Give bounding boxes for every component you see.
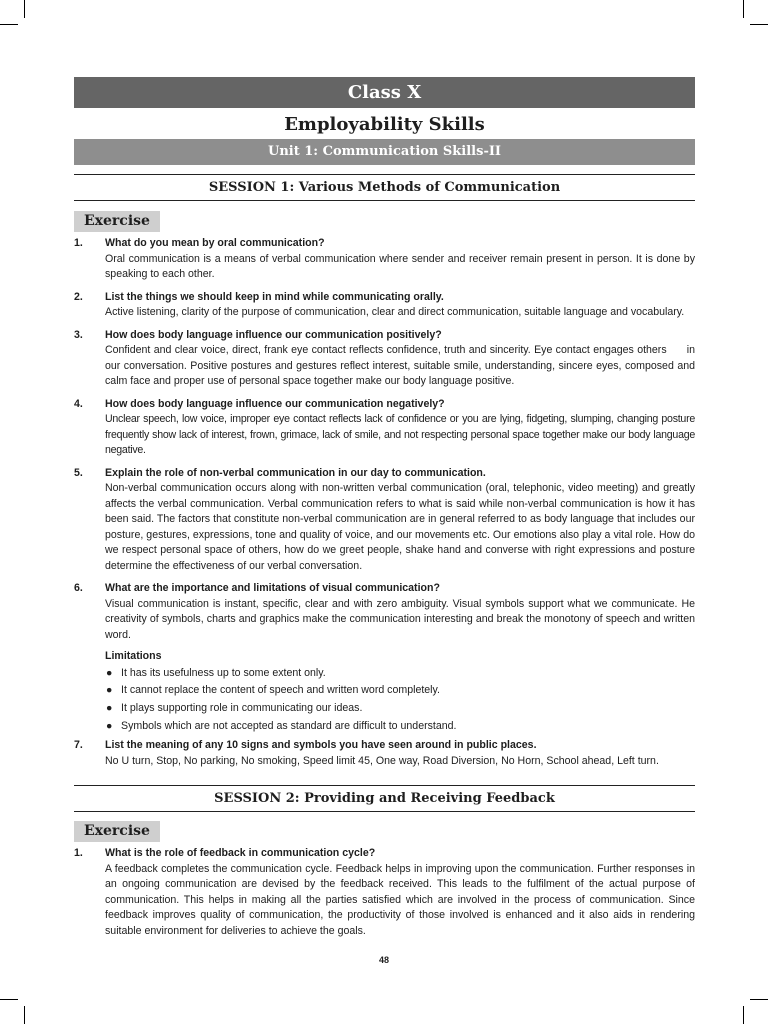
exercise-item — [74, 236, 695, 283]
crop-mark — [24, 0, 25, 18]
limitations-list — [105, 665, 695, 736]
list-item-text: It has its usefulness up to some extent only. — [121, 666, 326, 679]
answer: Non-verbal communication occurs along with non-written verbal communication (oral, telephonic, video meeting) and greatly affects the verbal communication. Verbal communication refers to what is said while non-verbal communication is how it has been said. The factors that constitute non-verbal communication are in general referred to as body language that includes our posture, gestures, expressions, tone and quality of voice, and our movements etc. Our emotions also play a vital role. How do we respect personal space of others, how do we greet people, shake hand and converse with right expressions and posture determine the effectiveness of our verbal conversation. — [105, 482, 695, 572]
bullet-icon: ● — [106, 666, 113, 679]
list-item — [105, 665, 695, 683]
bullet-icon: ● — [106, 684, 113, 697]
crop-mark — [24, 1006, 25, 1024]
limitations-heading: Limitations — [105, 650, 162, 662]
bullet-icon: ● — [106, 701, 113, 714]
exercise-item — [74, 581, 695, 735]
session-heading: SESSION 2: Providing and Receiving Feedback — [74, 785, 695, 812]
crop-mark — [0, 999, 18, 1000]
item-number: 1. — [74, 237, 83, 249]
answer: Confident and clear voice, direct, frank eye contact reflects confidence, truth and sincerity. Eye contact engages others in our conversation. Positive postures and gestures reflect interest, suitable smile, understanding, sincere eyes, composed and calm face and proper use of personal space together make our body language positive. — [105, 344, 698, 387]
exercise-item — [74, 466, 695, 575]
item-number: 1. — [74, 847, 83, 860]
item-number: 4. — [74, 397, 83, 410]
answer: No U turn, Stop, No parking, No smoking, Speed limit 45, One way, Road Diversion, No Horn, School ahead, Left turn. — [105, 754, 659, 767]
crop-mark — [743, 0, 744, 18]
exercise-item — [74, 328, 698, 390]
item-number: 2. — [74, 290, 83, 303]
question: List the meaning of any 10 signs and symbols you have seen around in public places. — [105, 739, 537, 752]
document-page — [74, 77, 698, 939]
exercise-label: Exercise — [74, 821, 160, 842]
list-item — [105, 718, 695, 736]
question: Explain the role of non-verbal communication in our day to communication. — [105, 466, 486, 479]
crop-mark — [750, 999, 768, 1000]
class-title: Class X — [74, 77, 695, 108]
question: What is the role of feedback in communication cycle? — [105, 847, 376, 860]
exercise-item — [74, 846, 695, 939]
crop-mark — [750, 24, 768, 25]
exercise-item — [74, 738, 695, 769]
session-heading: SESSION 1: Various Methods of Communication — [74, 174, 695, 201]
list-item-text: It cannot replace the content of speech and written word completely. — [121, 684, 440, 697]
list-item-text: It plays supporting role in communicating our ideas. — [121, 701, 363, 714]
question: List the things we should keep in mind while communicating orally. — [105, 290, 444, 303]
question: How does body language influence our communication positively? — [105, 328, 442, 341]
crop-mark — [743, 1006, 744, 1024]
item-number: 5. — [74, 466, 83, 479]
bullet-icon: ● — [106, 719, 113, 732]
answer: Oral communication is a means of verbal communication where sender and receiver remain present in person. It is done by speaking to each other. — [105, 252, 695, 280]
exercise-item — [74, 397, 695, 459]
answer: Active listening, clarity of the purpose of communication, clear and direct communication, suitable language and vocabulary. — [105, 306, 685, 318]
question: What are the importance and limitations of visual communication? — [105, 582, 440, 594]
list-item — [105, 682, 695, 700]
question: How does body language influence our communication negatively? — [105, 397, 445, 410]
exercise-label: Exercise — [74, 211, 160, 232]
subject-title: Employability Skills — [284, 114, 485, 135]
answer: Visual communication is instant, specific, clear and with zero ambiguity. Visual symbols support what we communicate. He creativity of symbols, charts and graphics make the communication interesting and break the monotony of speech and written word. — [105, 597, 695, 641]
list-item — [105, 700, 695, 718]
crop-mark — [0, 24, 18, 25]
item-number: 3. — [74, 328, 83, 341]
exercise-item — [74, 290, 695, 321]
item-number: 7. — [74, 739, 83, 752]
question: What do you mean by oral communication? — [105, 237, 325, 249]
item-number: 6. — [74, 582, 83, 594]
list-item-text: Symbols which are not accepted as standard are difficult to understand. — [121, 719, 457, 732]
answer: Unclear speech, low voice, improper eye contact reflects lack of confidence or you are lying, fidgeting, slumping, changing posture frequently show lack of interest, frown, grimace, lack of smile, and not respecting personal space together make our body language negative. — [105, 413, 695, 456]
unit-title: Unit 1: Communication Skills-II — [74, 139, 695, 165]
page-number: 48 — [378, 955, 389, 965]
answer: A feedback completes the communication cycle. Feedback helps in improving upon the communication. Further responses in an ongoing communication are devised by the feedback received. This leads to the fulfilment of the actual purpose of communication. This helps in making all the parties satisfied which are involved in the process of communication. Since feedback improves quality of communication, the productivity of those involved is enhanced and it also aids in rendering suitable environment for deliveries to achieve the goals. — [105, 862, 695, 937]
